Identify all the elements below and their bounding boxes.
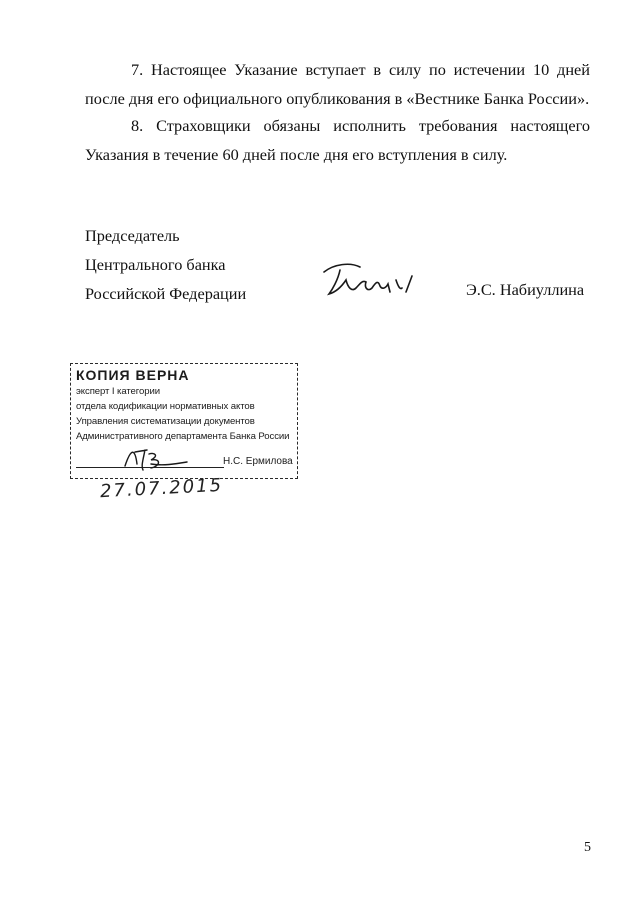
- handwritten-signature: [320, 258, 425, 300]
- signatory-title: [85, 221, 246, 308]
- stamp-line: Управления систематизации документов: [76, 416, 255, 427]
- paragraph-8: 8. Страховщики обязаны исполнить требования настоящего Указания в течение 60 дней после дня его вступления в силу.: [85, 116, 590, 164]
- paragraph-7: 7. Настоящее Указание вступает в силу по истечении 10 дней после дня его официального опубликования в «Вестнике Банка России».: [85, 60, 590, 108]
- signatory-title-line: Председатель: [85, 226, 180, 245]
- copy-certified-stamp: [70, 363, 298, 479]
- handwritten-date: 27.07.2015: [99, 474, 224, 503]
- signatory-name: Э.С. Набиуллина: [466, 280, 585, 299]
- signatory-title-line: Российской Федерации: [85, 284, 247, 303]
- stamp-line: Административного департамента Банка России: [76, 431, 290, 442]
- page-number: 5: [584, 840, 591, 855]
- signatory-title-line: Центрального банка: [85, 255, 226, 274]
- stamp-name: Н.С. Ермилова: [223, 456, 293, 467]
- stamp-line: эксперт I категории: [76, 386, 160, 397]
- stamp-title: КОПИЯ ВЕРНА: [76, 367, 190, 383]
- stamp-line: отдела кодификации нормативных актов: [76, 401, 255, 412]
- stamp-signature: [121, 444, 191, 474]
